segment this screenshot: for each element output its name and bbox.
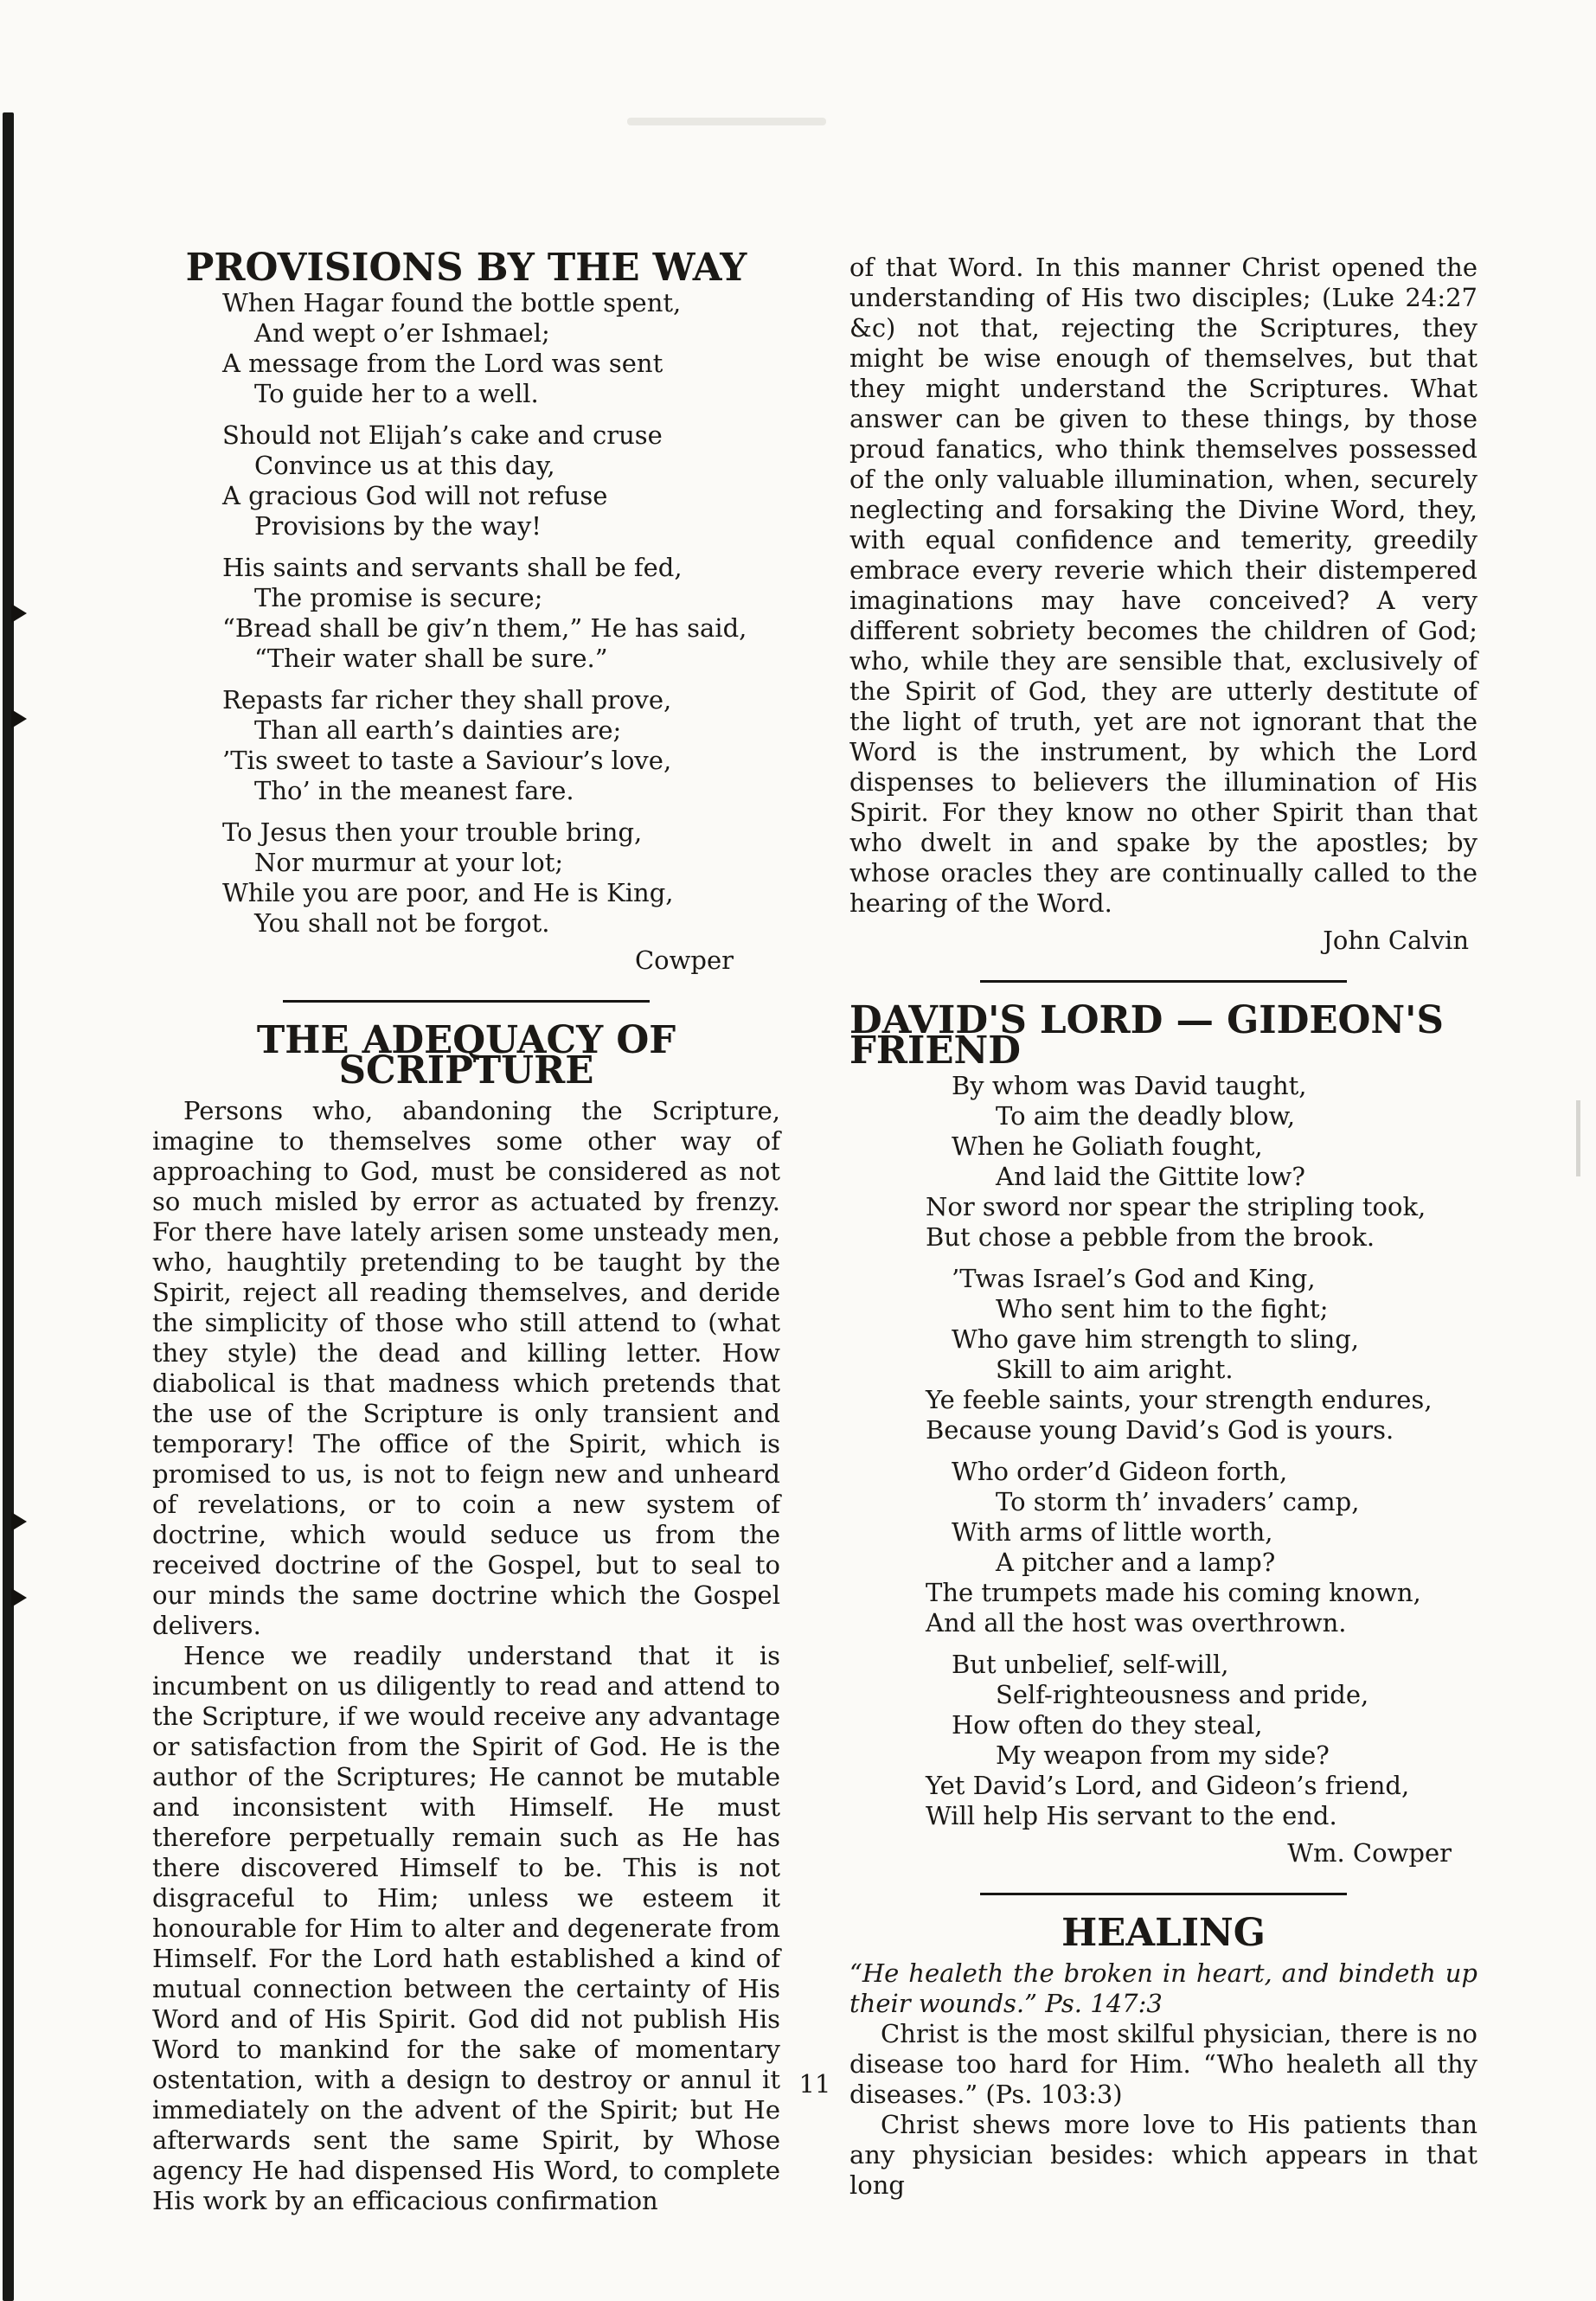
- poem-line: A gracious God will not refuse: [222, 481, 608, 510]
- poem-stanza: [222, 685, 780, 806]
- poem-line: The trumpets made his coming known,: [926, 1578, 1421, 1607]
- poem-line: But unbelief, self-will,: [952, 1650, 1229, 1679]
- poem-line: Nor murmur at your lot;: [254, 848, 564, 877]
- poem-stanza: [926, 1071, 1477, 1253]
- page-number: 11: [798, 2069, 831, 2099]
- poem-stanza: [926, 1650, 1477, 1831]
- scan-margin-mark: [11, 1512, 27, 1531]
- poem-gideon-section: [849, 998, 1477, 1868]
- poem-line: Nor sword nor spear the stripling took,: [926, 1192, 1426, 1221]
- poem-line: Should not Elijah’s cake and cruse: [222, 420, 663, 450]
- poem-stanza: [222, 288, 780, 409]
- article-paragraph: Hence we readily understand that it is incumbent on us diligently to read and attend to the Scripture, if we would receive any advantage or satisfaction from the Spirit of God. He is the author of the Scriptures; He cannot be mutable and inconsistent with Himself. He must therefore perpetually remain such as He has there discovered Himself to be. This is not disgraceful to Him; unless we esteem it honourable for Him to alter and degenerate from Himself. For the Lord hath established a kind of mutual connection between the certainty of His Word and of His Spirit. God did not publish His Word to mankind for the sake of momentary ostentation, with a design to destroy or annul it immediately on the advent of the Spirit; but He afterwards sent the same Spirit, by Whose agency He had dispensed His Word, to complete His work by an efficacious confirmation: [152, 1641, 780, 2215]
- article-paragraph: Christ shews more love to His patients than any physician besides: which appears in that long: [849, 2110, 1477, 2200]
- poem-line: Yet David’s Lord, and Gideon’s friend,: [926, 1771, 1410, 1800]
- poem-line: The promise is secure;: [254, 583, 543, 612]
- poem-provisions-body: [152, 288, 780, 939]
- poem-line: A message from the Lord was sent: [222, 349, 663, 378]
- poem-stanza: [926, 1457, 1477, 1638]
- poem-line: Self-righteousness and pride,: [996, 1680, 1369, 1709]
- poem-line: Than all earth’s dainties are;: [254, 715, 622, 745]
- poem-line: Who order’d Gideon forth,: [952, 1457, 1288, 1486]
- poem-line: My weapon from my side?: [996, 1740, 1330, 1770]
- article-paragraph: of that Word. In this manner Christ opened the understanding of His two disciples; (Luke 24:27 &c) not that, rejecting the Scriptures, they might be wise enough of themselves, but that they might understand the Scriptures. What answer can be given to these things, by those proud fanatics, who think themselves possessed of the only valuable illumination, when, securely neglecting and forsaking the Divine Word, they, with equal confidence and temerity, greedily embrace every reverie which their distempered imaginations may have conceived? A very different sobriety becomes the children of God; who, while they are sensible that, exclusively of the Spirit of God, they are utterly destitute of the light of truth, yet are not ignorant that the Word is the instrument, by which the Lord dispenses to believers the illumination of His Spirit. For they know no other Spirit than that who dwelt in and spake by the apostles; by whose oracles they are continually called to the hearing of the Word.: [849, 253, 1477, 918]
- poem-line: While you are poor, and He is King,: [222, 878, 674, 907]
- poem-gideon-title: DAVID'S LORD — GIDEON'S FRIEND: [849, 998, 1444, 1073]
- poem-stanza: [222, 553, 780, 674]
- scan-margin-mark: [11, 709, 27, 728]
- poem-line: By whom was David taught,: [952, 1071, 1307, 1100]
- poem-attribution: Wm. Cowper: [1287, 1838, 1452, 1868]
- poem-attribution: Cowper: [634, 945, 734, 975]
- poem-provisions-title: PROVISIONS BY THE WAY: [185, 246, 747, 290]
- poem-stanza: [926, 1264, 1477, 1445]
- poem-stanza: [222, 817, 780, 939]
- poem-line: Tho’ in the meanest fare.: [254, 776, 574, 805]
- poem-line: To aim the deadly blow,: [996, 1101, 1296, 1131]
- section-divider: [283, 1000, 650, 1003]
- poem-line: You shall not be forgot.: [254, 908, 550, 938]
- poem-line: When Hagar found the bottle spent,: [222, 288, 682, 317]
- scan-smudge: [627, 118, 826, 125]
- poem-line: But chose a pebble from the brook.: [926, 1222, 1375, 1252]
- article-healing-title: HEALING: [1061, 1911, 1266, 1955]
- section-divider: [980, 980, 1347, 983]
- poem-line: When he Goliath fought,: [952, 1131, 1263, 1161]
- article-attribution: John Calvin: [1323, 926, 1469, 955]
- article-adequacy-section: [152, 1018, 780, 2216]
- poem-line: Repasts far richer they shall prove,: [222, 685, 672, 715]
- article-calvin-section: [849, 253, 1477, 956]
- scan-margin-mark: [11, 1588, 27, 1607]
- scan-edge-bar: [3, 112, 14, 2301]
- scan-margin-mark: [11, 604, 27, 623]
- poem-line: To guide her to a well.: [254, 379, 539, 408]
- section-divider: [980, 1893, 1347, 1895]
- poem-line: To storm th’ invaders’ camp,: [996, 1487, 1360, 1516]
- poem-line: ’Tis sweet to taste a Saviour’s love,: [222, 746, 672, 775]
- poem-line: Who gave him strength to sling,: [952, 1324, 1360, 1354]
- article-paragraph: Persons who, abandoning the Scripture, imagine to themselves some other way of approaching to God, must be considered as not so much misled by error as actuated by frenzy. For there have lately arisen some unsteady men, who, haughtily pretending to be taught by the Spirit, reject all reading themselves, and deride the simplicity of those who still attend to (what they style) the dead and killing letter. How diabolical is that madness which pretends that the use of the Scripture is only transient and temporary! The office of the Spirit, which is promised to us, is not to feign new and unheard of revelations, or to coin a new system of doctrine, which would seduce us from the received doctrine of the Gospel, but to seal to our minds the same doctrine which the Gospel delivers.: [152, 1096, 780, 1640]
- poem-line: To Jesus then your trouble bring,: [222, 817, 643, 847]
- poem-line: And wept o’er Ishmael;: [254, 318, 550, 348]
- scan-right-edge-mark: [1576, 1100, 1580, 1176]
- poem-line: ’Twas Israel’s God and King,: [952, 1264, 1316, 1293]
- scripture-quote: “He healeth the broken in heart, and bindeth up their wounds.” Ps. 147:3: [849, 1958, 1477, 2018]
- poem-stanza: [222, 420, 780, 542]
- poem-line: A pitcher and a lamp?: [996, 1548, 1276, 1577]
- poem-line: Skill to aim aright.: [996, 1355, 1234, 1384]
- article-healing-section: [849, 1911, 1477, 2201]
- poem-line: With arms of little worth,: [952, 1517, 1273, 1547]
- left-column: [152, 246, 780, 2216]
- poem-line: His saints and servants shall be fed,: [222, 553, 683, 582]
- poem-line: Who sent him to the fight;: [996, 1294, 1329, 1324]
- poem-line: “Bread shall be giv’n them,” He has said,: [222, 613, 747, 643]
- article-paragraph: Christ is the most skilful physician, there is no disease too hard for Him. “Who healeth all thy diseases.” (Ps. 103:3): [849, 2019, 1477, 2109]
- poem-line: How often do they steal,: [952, 1710, 1263, 1740]
- poem-provisions-section: [152, 246, 780, 976]
- poem-line: Because young David’s God is yours.: [926, 1415, 1394, 1445]
- poem-line: Will help His servant to the end.: [926, 1801, 1337, 1830]
- poem-gideon-body: [849, 1071, 1477, 1831]
- article-adequacy-title: THE ADEQUACY OF SCRIPTURE: [256, 1018, 676, 1093]
- poem-line: Provisions by the way!: [254, 511, 542, 541]
- page-content: [152, 246, 1477, 2216]
- poem-line: And all the host was overthrown.: [926, 1608, 1347, 1638]
- poem-line: And laid the Gittite low?: [996, 1162, 1305, 1191]
- poem-line: Ye feeble saints, your strength endures,: [926, 1385, 1433, 1414]
- right-column: [849, 253, 1477, 2216]
- poem-line: “Their water shall be sure.”: [254, 644, 608, 673]
- poem-line: Convince us at this day,: [254, 451, 555, 480]
